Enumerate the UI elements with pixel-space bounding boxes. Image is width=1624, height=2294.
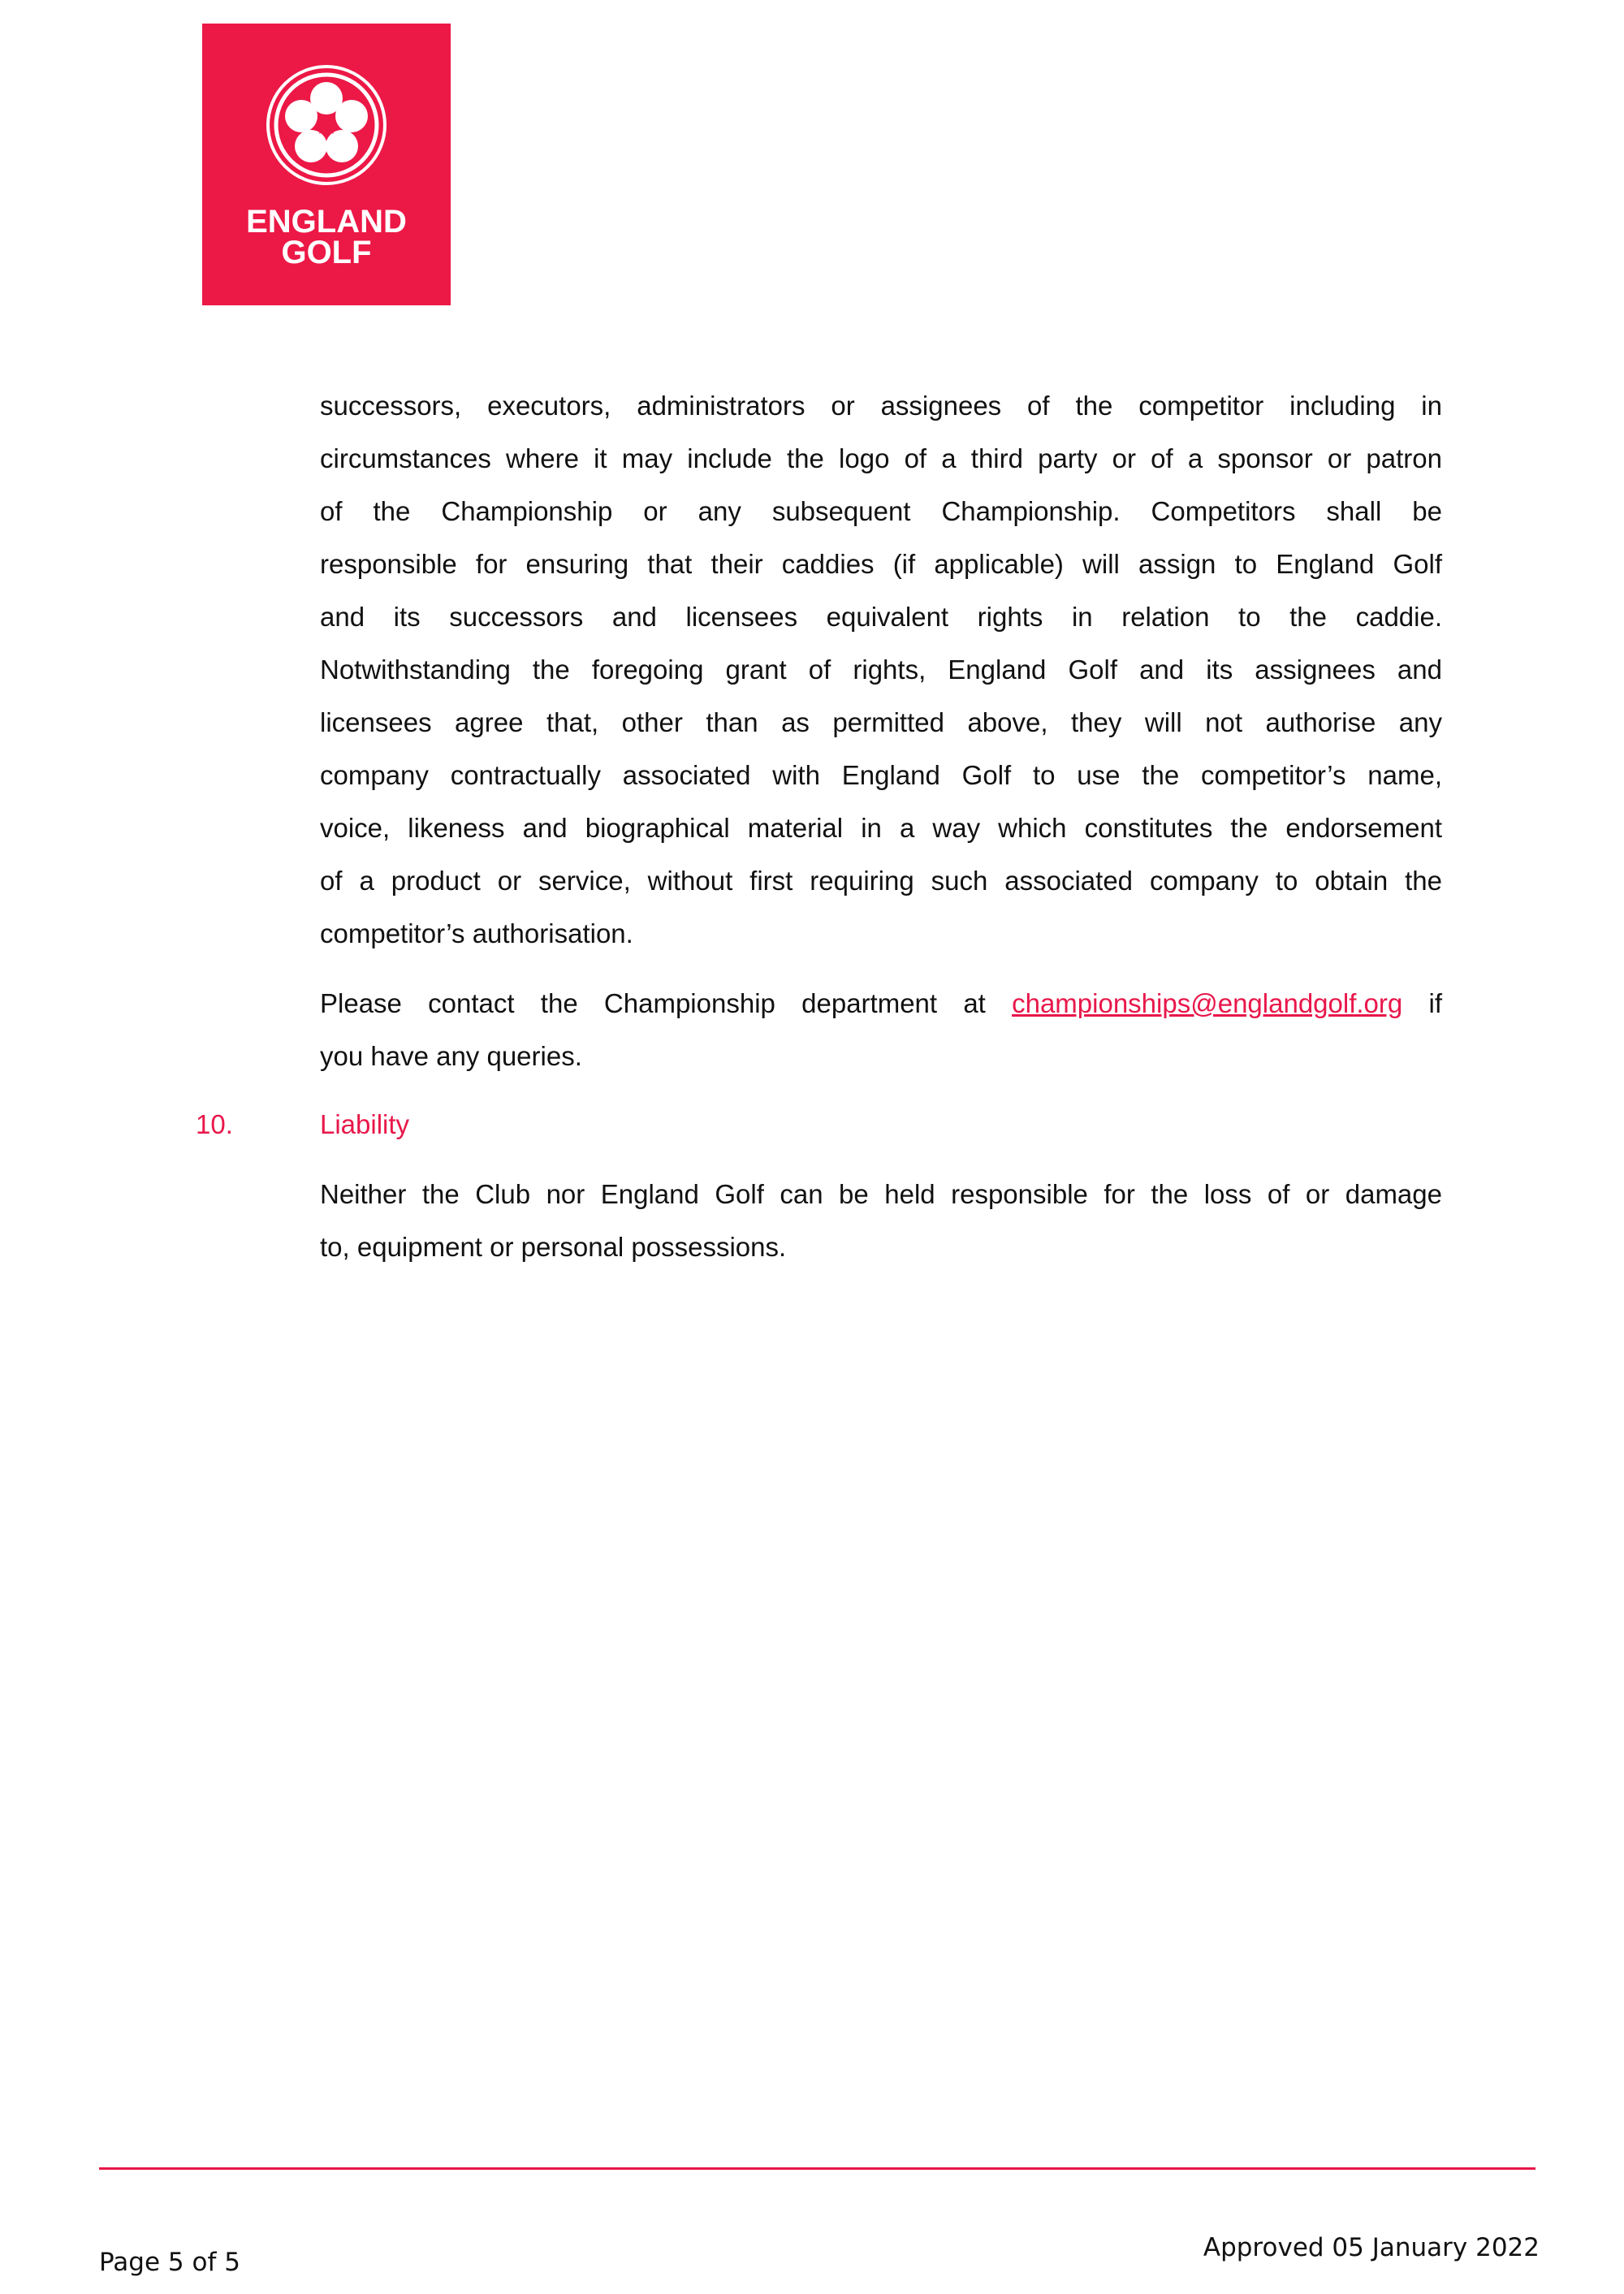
contact-text: Please contact the Championship department at (320, 988, 1013, 1018)
contact-text-end: if (1402, 988, 1443, 1018)
england-golf-logo (202, 24, 451, 305)
paragraph-rights (320, 379, 1442, 960)
section-title: Liability (320, 1109, 410, 1139)
approval-date: Approved 05 January 2022 (1203, 2233, 1540, 2262)
text-line: competitor’s authorisation. (320, 918, 633, 948)
text-line: company contractually associated with England Golf to use the competitor’s name, (320, 760, 1442, 790)
text-line: to, equipment or personal possessions. (320, 1232, 787, 1262)
text-line: responsible for ensuring that their caddies (if applicable) will assign to England Golf (320, 549, 1442, 579)
section-number: 10. (196, 1109, 233, 1139)
text-line (320, 977, 1442, 1030)
paragraph-contact (320, 977, 1442, 1082)
rose-icon (266, 64, 387, 186)
text-line: you have any queries. (320, 1041, 582, 1071)
text-line: and its successors and licensees equivalent rights in relation to the caddie. (320, 602, 1442, 632)
email-link[interactable]: championships@englandgolf.org (1012, 988, 1403, 1018)
text-line: circumstances where it may include the logo of a third party or of a sponsor or patron (320, 443, 1442, 473)
text-line: successors, executors, administrators or assignees of the competitor including in (320, 391, 1442, 421)
text-line: of the Championship or any subsequent Championship. Competitors shall be (320, 496, 1442, 526)
text-line: voice, likeness and biographical material in a way which constitutes the endorsement (320, 813, 1442, 843)
text-line: licensees agree that, other than as permitted above, they will not authorise any (320, 707, 1442, 737)
page-number: Page 5 of 5 (99, 2248, 240, 2277)
logo-text-england: ENGLAND (246, 204, 407, 240)
text-line: Neither the Club nor England Golf can be held responsible for the loss of or damage (320, 1179, 1442, 1209)
text-line: Notwithstanding the foregoing grant of rights, England Golf and its assignees and (320, 655, 1442, 685)
text-line: of a product or service, without first requiring such associated company to obtain the (320, 866, 1442, 896)
paragraph-liability (320, 1168, 1442, 1273)
section-heading (320, 1098, 1442, 1151)
logo-text-golf: GOLF (281, 235, 372, 270)
footer-divider (99, 2167, 1535, 2170)
